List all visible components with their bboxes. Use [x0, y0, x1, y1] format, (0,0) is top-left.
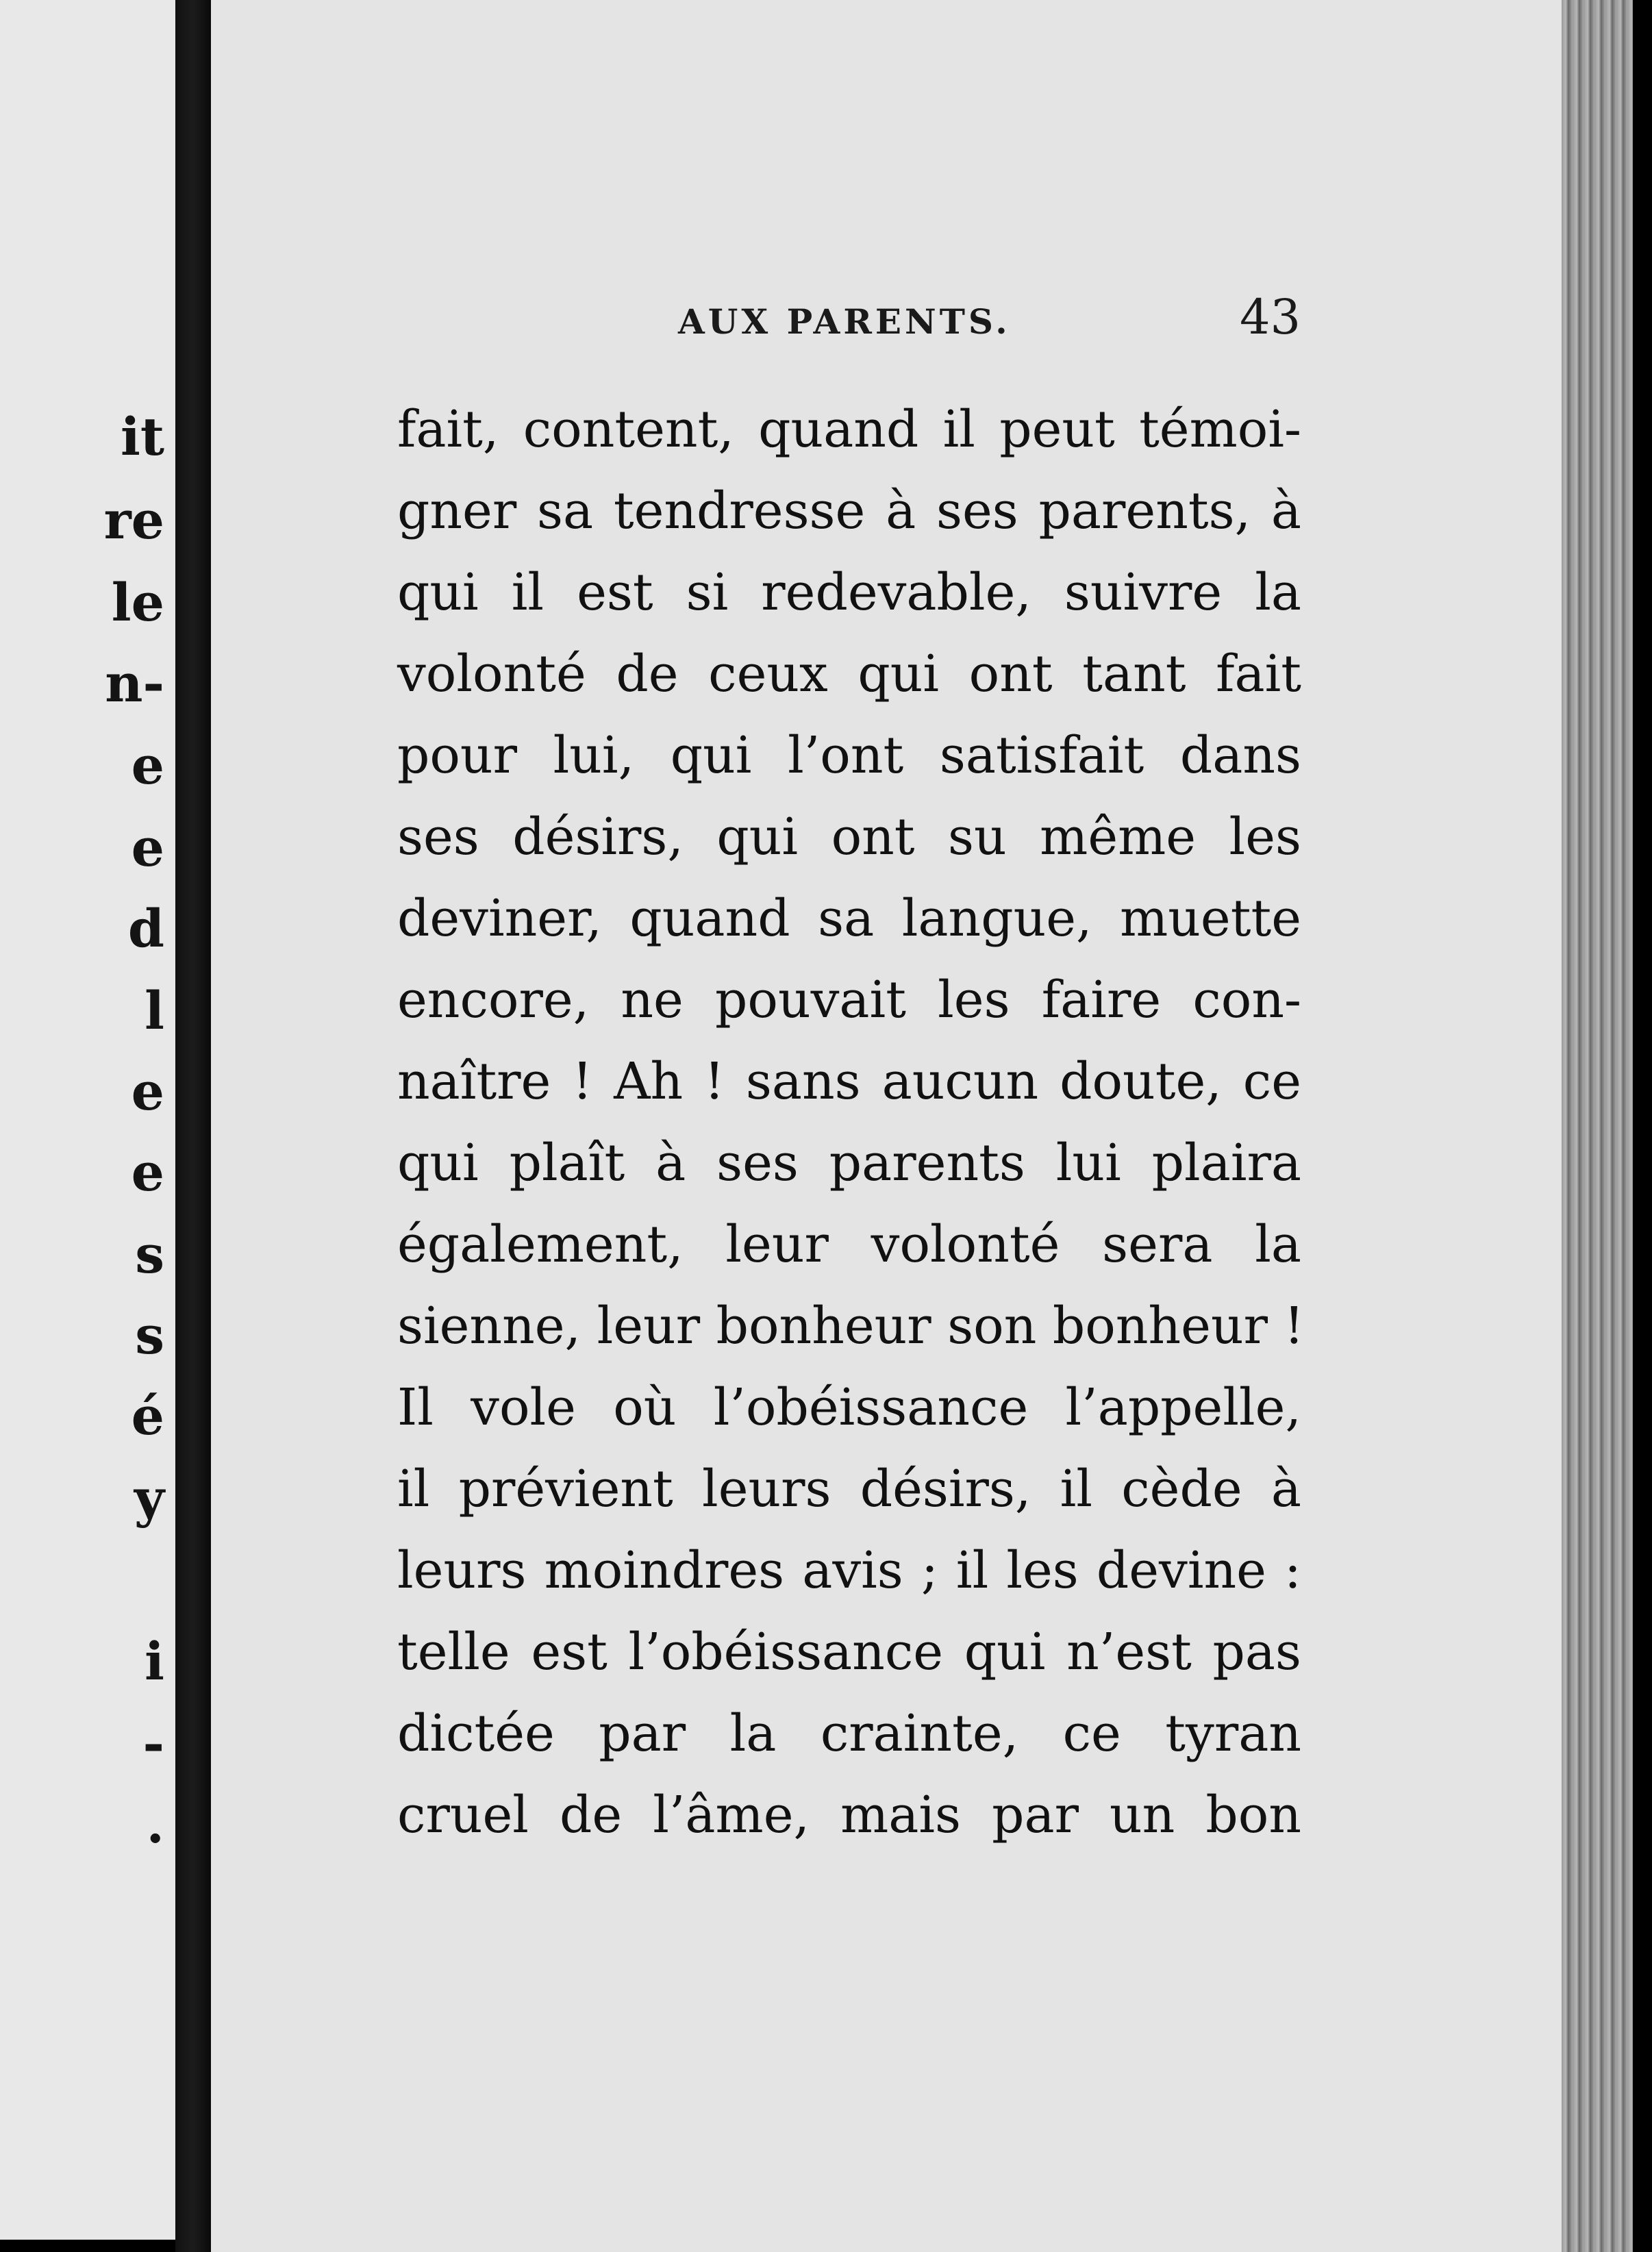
text-line: il prévient leurs désirs, il cède à	[397, 1460, 1301, 1518]
book-gutter	[175, 0, 211, 2252]
text-line: naître ! Ah ! sans aucun doute, ce	[397, 1052, 1301, 1111]
text-line: volonté de ceux qui ont tant fait	[397, 645, 1301, 703]
text-line: dictée par la crainte, ce tyran	[397, 1704, 1301, 1763]
text-line: également, leur volonté sera la	[397, 1215, 1301, 1274]
text-line: gner sa tendresse à ses parents, à	[397, 481, 1301, 540]
text-line: pour lui, qui l’ont satisfait dans	[397, 726, 1301, 785]
scan-border	[1633, 0, 1652, 2252]
page-number: 43	[1240, 289, 1301, 345]
left-page-fragment: s	[135, 1305, 164, 1366]
left-page-fragment: l	[145, 980, 164, 1041]
left-page-fragment: -	[142, 1713, 164, 1774]
text-line: qui plaît à ses parents lui plaira	[397, 1134, 1301, 1192]
left-page-fragment: le	[111, 572, 164, 633]
text-line: cruel de l’âme, mais par un bon	[397, 1786, 1301, 1844]
text-line: encore, ne pouvait les faire con-	[397, 971, 1301, 1029]
text-line: qui il est si redevable, suivre la	[397, 563, 1301, 622]
left-facing-page	[0, 0, 175, 2240]
left-page-fragment: it	[121, 406, 164, 467]
page-edges	[1562, 0, 1633, 2252]
left-page-fragment: s	[135, 1224, 164, 1285]
left-page-fragment: re	[103, 490, 164, 551]
left-page-fragment: d	[127, 898, 164, 959]
left-page-fragment: é	[131, 1386, 164, 1447]
left-page-fragment: y	[134, 1468, 164, 1529]
left-page-fragment: e	[131, 1142, 164, 1203]
text-line: Il vole où l’obéissance l’appelle,	[397, 1378, 1301, 1437]
left-page-fragment: e	[131, 735, 164, 796]
text-line: ses désirs, qui ont su même les	[397, 808, 1301, 866]
text-line: fait, content, quand il peut témoi-	[397, 400, 1301, 459]
left-page-fragment: .	[146, 1794, 164, 1855]
text-line: sienne, leur bonheur son bonheur !	[397, 1297, 1305, 1355]
left-page-fragment: n-	[105, 653, 164, 714]
text-line: leurs moindres avis ; il les devine :	[397, 1541, 1301, 1600]
body-text	[397, 389, 1305, 1856]
text-line: telle est l’obéissance qui n’est pas	[397, 1623, 1301, 1681]
text-line: deviner, quand sa langue, muette	[397, 889, 1301, 948]
running-head: AUX PARENTS.	[678, 301, 1011, 342]
left-page-fragment: i	[145, 1631, 164, 1692]
left-page-fragment: e	[131, 1061, 164, 1122]
left-page-fragment: e	[131, 817, 164, 878]
